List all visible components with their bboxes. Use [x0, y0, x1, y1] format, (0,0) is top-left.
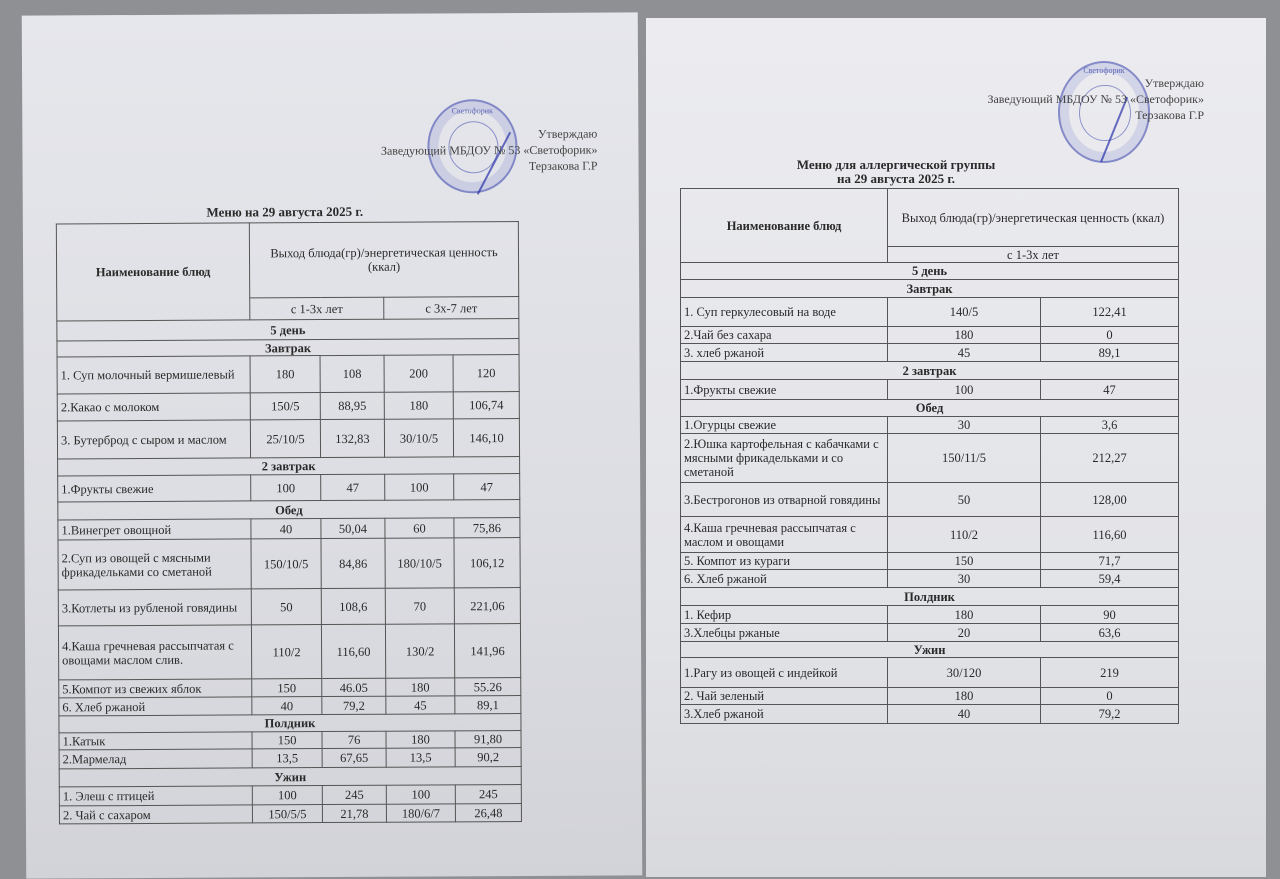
kcal: 0 — [1041, 688, 1179, 705]
dish-name: 2. Чай с сахаром — [59, 805, 252, 824]
portion-3-7: 45 — [386, 696, 455, 714]
dish-name: 2. Чай зеленый — [681, 688, 888, 705]
portion-3-7: 180 — [386, 731, 455, 748]
meal-section-label: Полдник — [681, 588, 1179, 606]
menu-table — [680, 188, 1179, 724]
header-age-3-7: с 3х-7 лет — [384, 297, 519, 320]
kcal-3-7: 75,86 — [454, 518, 520, 538]
portion: 30/120 — [888, 658, 1041, 688]
dish-row — [58, 474, 520, 502]
kcal-1-3: 46.05 — [322, 678, 386, 696]
kcal-1-3: 47 — [321, 474, 385, 500]
portion-3-7: 180/6/7 — [386, 804, 455, 822]
dish-name: 1.Винегрет овощной — [58, 519, 251, 540]
kcal: 63,6 — [1041, 624, 1179, 642]
kcal-1-3: 67,65 — [322, 748, 386, 767]
portion-1-3: 100 — [251, 475, 321, 501]
dish-name: 4.Каша гречневая рассыпчатая с овощами маслом слив. — [58, 625, 251, 680]
dish-name: 5. Компот из кураги — [681, 553, 888, 570]
dish-row — [681, 606, 1179, 624]
dish-name: 1. Элеш с птицей — [59, 786, 252, 806]
kcal: 219 — [1041, 658, 1179, 688]
dish-name: 3.Бестрогонов из отварной говядины — [681, 483, 888, 517]
dish-name: 5.Компот из свежих яблок — [59, 679, 252, 698]
portion: 50 — [888, 483, 1041, 517]
dish-name: 1.Рагу из овощей с индейкой — [681, 658, 888, 688]
meal-section-label: Полдник — [59, 714, 521, 733]
stamp-text: Светофорик — [451, 106, 493, 116]
kcal-3-7: 26,48 — [455, 804, 521, 822]
dish-row — [58, 624, 520, 680]
kcal-3-7: 89,1 — [455, 696, 521, 714]
approval-label: Утверждаю — [1144, 76, 1204, 90]
kcal-3-7: 141,96 — [454, 624, 520, 678]
dish-row — [59, 678, 521, 698]
portion-3-7: 180/10/5 — [385, 538, 454, 588]
dish-name: 1. Суп молочный вермишелевый — [57, 356, 250, 394]
portion: 20 — [888, 624, 1041, 642]
meal-section-row — [681, 400, 1179, 417]
approval-head: Заведующий МБДОУ № 53 «Светофорик» — [380, 142, 598, 158]
portion-1-3: 150/5/5 — [252, 805, 322, 823]
dish-name: 1.Огурцы свежие — [681, 417, 888, 434]
kcal-3-7: 90,2 — [455, 748, 521, 767]
dish-row — [681, 434, 1179, 483]
kcal-1-3: 21,78 — [322, 804, 386, 822]
dish-name: 1.Катык — [59, 732, 252, 750]
kcal-3-7: 47 — [454, 474, 520, 500]
kcal-1-3: 84,86 — [321, 538, 385, 588]
menu-table — [56, 221, 522, 824]
dish-name: 6. Хлеб ржаной — [681, 570, 888, 588]
kcal-3-7: 55.26 — [455, 678, 521, 696]
portion-1-3: 13,5 — [252, 749, 322, 768]
kcal-1-3: 79,2 — [322, 696, 386, 714]
kcal: 71,7 — [1041, 553, 1179, 570]
portion-1-3: 50 — [251, 589, 321, 625]
portion-3-7: 100 — [385, 474, 454, 500]
approval-head: Заведующий МБДОУ № 53 «Светофорик» — [987, 92, 1204, 106]
approval-block — [946, 75, 1204, 123]
portion-3-7: 60 — [385, 518, 454, 538]
meal-section-row — [59, 767, 521, 787]
meal-section-label: Завтрак — [681, 280, 1179, 298]
stamp-text: Светофорик — [1083, 66, 1125, 75]
portion-3-7: 180 — [386, 678, 455, 696]
portion-1-3: 40 — [252, 697, 322, 715]
portion: 110/2 — [888, 517, 1041, 553]
dish-name: 2.Какао с молоком — [57, 393, 250, 421]
portion: 180 — [888, 606, 1041, 624]
meal-section-label: 2 завтрак — [681, 362, 1179, 380]
day-label: 5 день — [681, 263, 1179, 280]
header-output: Выход блюда(гр)/энергетическая ценность (ккал) — [249, 222, 518, 298]
kcal-1-3: 132,83 — [320, 419, 384, 457]
dish-name: 6. Хлеб ржаной — [59, 697, 252, 716]
kcal: 3,6 — [1041, 417, 1179, 434]
kcal: 122,41 — [1041, 298, 1179, 327]
meal-section-label: Обед — [58, 500, 520, 520]
menu-title-line-2: на 29 августа 2025 г. — [836, 171, 955, 186]
dish-name: 3.Хлеб ржаной — [681, 705, 888, 724]
header-output: Выход блюда(гр)/энергетическая ценность (ккал) — [888, 189, 1179, 247]
menu-title — [746, 158, 1046, 186]
portion-1-3: 150/5 — [250, 393, 320, 420]
portion-1-3: 40 — [251, 519, 321, 539]
dish-row — [681, 380, 1179, 400]
dish-row — [681, 483, 1179, 517]
portion-3-7: 13,5 — [386, 748, 455, 767]
kcal-1-3: 108,6 — [321, 588, 385, 624]
dish-name: 2.Юшка картофельная с кабачками с мясными фрикадельками и со сметаной — [681, 434, 888, 483]
header-name: Наименование блюд — [56, 223, 250, 321]
header-age-1-3: с 1-3х лет — [250, 297, 384, 320]
portion-3-7: 200 — [384, 355, 453, 392]
kcal-1-3: 245 — [322, 785, 386, 804]
kcal-1-3: 50,04 — [321, 518, 385, 538]
dish-row — [681, 658, 1179, 688]
dish-row — [58, 538, 520, 590]
kcal-3-7: 106,74 — [453, 392, 519, 419]
meal-section-row — [58, 500, 520, 520]
portion-3-7: 180 — [384, 392, 453, 419]
dish-name: 3.Котлеты из рубленой говядины — [58, 589, 251, 626]
dish-row — [681, 327, 1179, 344]
kcal: 89,1 — [1041, 344, 1179, 362]
kcal-1-3: 76 — [322, 731, 386, 748]
meal-section-label: 2 завтрак — [58, 457, 520, 476]
dish-row — [681, 705, 1179, 724]
portion: 40 — [888, 705, 1041, 724]
portion-1-3: 100 — [252, 786, 322, 805]
portion-1-3: 150/10/5 — [251, 539, 321, 589]
portion: 30 — [888, 570, 1041, 588]
portion-1-3: 110/2 — [251, 625, 321, 679]
kcal: 128,00 — [1041, 483, 1179, 517]
dish-row — [57, 355, 519, 394]
dish-name: 1. Суп геркулесовый на воде — [681, 298, 888, 327]
portion: 150 — [888, 553, 1041, 570]
dish-row — [58, 588, 520, 626]
dish-name: 3. хлеб ржаной — [681, 344, 888, 362]
right-menu-page — [646, 18, 1266, 877]
day-label: 5 день — [57, 319, 519, 341]
dish-row — [57, 392, 519, 421]
portion: 100 — [888, 380, 1041, 400]
kcal: 212,27 — [1041, 434, 1179, 483]
approval-label: Утверждаю — [537, 126, 598, 141]
portion-3-7: 30/10/5 — [384, 419, 453, 457]
kcal-3-7: 146,10 — [453, 419, 519, 457]
portion-3-7: 100 — [386, 785, 455, 804]
dish-name: 2.Чай без сахара — [681, 327, 888, 344]
dish-row — [681, 517, 1179, 553]
portion-1-3: 150 — [252, 732, 322, 749]
kcal: 116,60 — [1041, 517, 1179, 553]
approval-signatory: Терзакова Г.Р — [1135, 108, 1204, 122]
portion: 140/5 — [888, 298, 1041, 327]
portion-1-3: 180 — [250, 356, 320, 393]
portion: 30 — [888, 417, 1041, 434]
kcal: 59,4 — [1041, 570, 1179, 588]
dish-name: 2.Мармелад — [59, 749, 252, 769]
dish-row — [57, 419, 519, 459]
kcal-3-7: 221,06 — [454, 588, 520, 624]
dish-row — [59, 748, 521, 769]
kcal-1-3: 88,95 — [320, 392, 384, 419]
dish-row — [681, 553, 1179, 570]
meal-section-row — [681, 280, 1179, 298]
header-age-1-3: с 1-3х лет — [888, 247, 1179, 263]
portion: 180 — [888, 688, 1041, 705]
approval-signatory: Терзакова Г.Р — [528, 158, 598, 173]
kcal-1-3: 116,60 — [321, 624, 385, 678]
portion-3-7: 70 — [385, 588, 454, 624]
kcal: 0 — [1041, 327, 1179, 344]
dish-row — [59, 785, 521, 806]
dish-row — [681, 417, 1179, 434]
menu-title: Меню на 29 августа 2025 г. — [206, 203, 364, 220]
kcal-3-7: 245 — [455, 785, 521, 804]
kcal-1-3: 108 — [320, 355, 384, 392]
dish-row — [681, 688, 1179, 705]
dish-name: 4.Каша гречневая рассыпчатая с маслом и овощами — [681, 517, 888, 553]
dish-name: 1.Фрукты свежие — [681, 380, 888, 400]
dish-name: 2.Суп из овощей с мясными фрикадельками со сметаной — [58, 539, 251, 590]
dish-row — [59, 804, 521, 824]
dish-row — [681, 344, 1179, 362]
kcal: 79,2 — [1041, 705, 1179, 724]
menu-title-line-1: Меню для аллергической группы — [796, 157, 996, 172]
dish-name: 3.Хлебцы ржаные — [681, 624, 888, 642]
meal-section-label: Ужин — [59, 767, 521, 787]
approval-block — [352, 126, 597, 175]
dish-name: 1.Фрукты свежие — [58, 475, 251, 502]
dish-name: 1. Кефир — [681, 606, 888, 624]
kcal: 90 — [1041, 606, 1179, 624]
dish-row — [681, 298, 1179, 327]
dish-row — [58, 518, 520, 540]
dish-row — [59, 696, 521, 716]
meal-section-row — [681, 362, 1179, 380]
meal-section-label: Завтрак — [57, 339, 519, 357]
kcal: 47 — [1041, 380, 1179, 400]
meal-section-label: Обед — [681, 400, 1179, 417]
meal-section-row — [681, 642, 1179, 658]
dish-row — [681, 570, 1179, 588]
meal-section-row — [681, 588, 1179, 606]
dish-name: 3. Бутерброд с сыром и маслом — [57, 420, 250, 459]
portion: 150/11/5 — [888, 434, 1041, 483]
left-menu-page — [22, 12, 643, 878]
portion-1-3: 150 — [252, 679, 322, 697]
meal-section-label: Ужин — [681, 642, 1179, 658]
kcal-3-7: 106,12 — [454, 538, 520, 588]
dish-row — [681, 624, 1179, 642]
header-name: Наименование блюд — [681, 189, 888, 263]
portion: 180 — [888, 327, 1041, 344]
kcal-3-7: 120 — [453, 355, 519, 392]
portion-3-7: 130/2 — [385, 624, 454, 678]
portion: 45 — [888, 344, 1041, 362]
kcal-3-7: 91,80 — [455, 731, 521, 748]
portion-1-3: 25/10/5 — [250, 420, 320, 458]
